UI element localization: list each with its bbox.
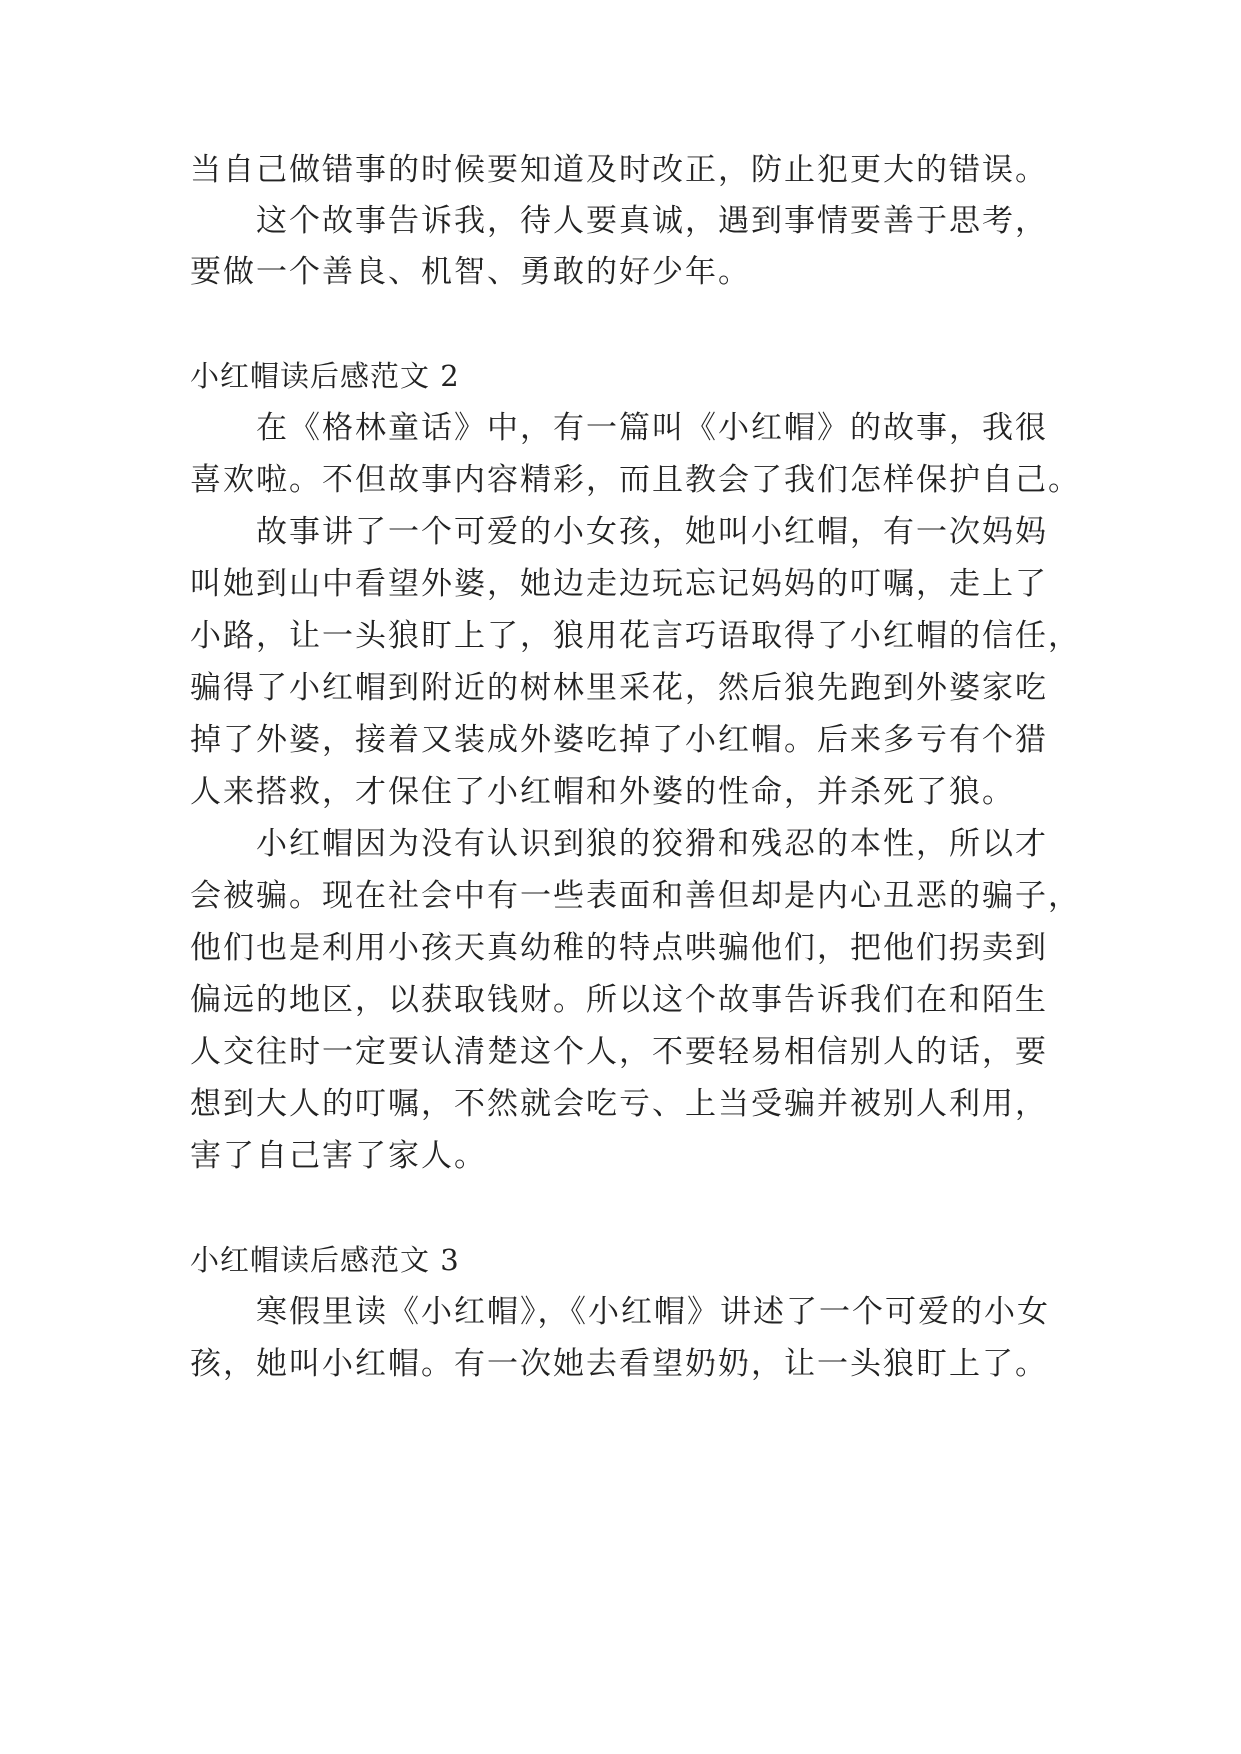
paragraph-line: 小路，让一头狼盯上了，狼用花言巧语取得了小红帽的信任，: [190, 618, 1081, 654]
section-heading-2: 小红帽读后感范文 2: [190, 359, 460, 393]
paragraph-line: 叫她到山中看望外婆，她边走边玩忘记妈妈的叮嘱，走上了: [190, 566, 1048, 602]
paragraph-line: 人交往时一定要认清楚这个人，不要轻易相信别人的话，要: [190, 1034, 1048, 1070]
paragraph-line: 故事讲了一个可爱的小女孩，她叫小红帽，有一次妈妈: [256, 514, 1048, 550]
paragraph-line: 掉了外婆，接着又装成外婆吃掉了小红帽。后来多亏有个猎: [190, 722, 1048, 758]
paragraph-line: 想到大人的叮嘱，不然就会吃亏、上当受骗并被别人利用，: [190, 1086, 1048, 1122]
paragraph-line: 会被骗。现在社会中有一些表面和善但却是内心丑恶的骗子，: [190, 878, 1081, 914]
paragraph-line: 小红帽因为没有认识到狼的狡猾和残忍的本性，所以才: [256, 826, 1048, 862]
paragraph-line: 当自己做错事的时候要知道及时改正，防止犯更大的错误。: [190, 152, 1048, 188]
paragraph-line: 孩，她叫小红帽。有一次她去看望奶奶，让一头狼盯上了。: [190, 1346, 1048, 1382]
paragraph-line: 喜欢啦。不但故事内容精彩，而且教会了我们怎样保护自己。: [190, 462, 1081, 498]
paragraph-line: 寒假里读《小红帽》，《小红帽》讲述了一个可爱的小女: [256, 1294, 1050, 1330]
section-heading-3: 小红帽读后感范文 3: [190, 1243, 460, 1277]
paragraph-line: 这个故事告诉我，待人要真诚，遇到事情要善于思考，: [256, 203, 1048, 239]
paragraph-line: 在《格林童话》中，有一篇叫《小红帽》的故事，我很: [256, 410, 1048, 446]
paragraph-line: 偏远的地区，以获取钱财。所以这个故事告诉我们在和陌生: [190, 982, 1048, 1018]
paragraph-line: 骗得了小红帽到附近的树林里采花，然后狼先跑到外婆家吃: [190, 670, 1048, 706]
paragraph-line: 他们也是利用小孩天真幼稚的特点哄骗他们，把他们拐卖到: [190, 930, 1048, 966]
paragraph-line: 要做一个善良、机智、勇敢的好少年。: [190, 254, 751, 290]
paragraph-line: 害了自己害了家人。: [190, 1138, 487, 1174]
paragraph-line: 人来搭救，才保住了小红帽和外婆的性命，并杀死了狼。: [190, 774, 1015, 810]
